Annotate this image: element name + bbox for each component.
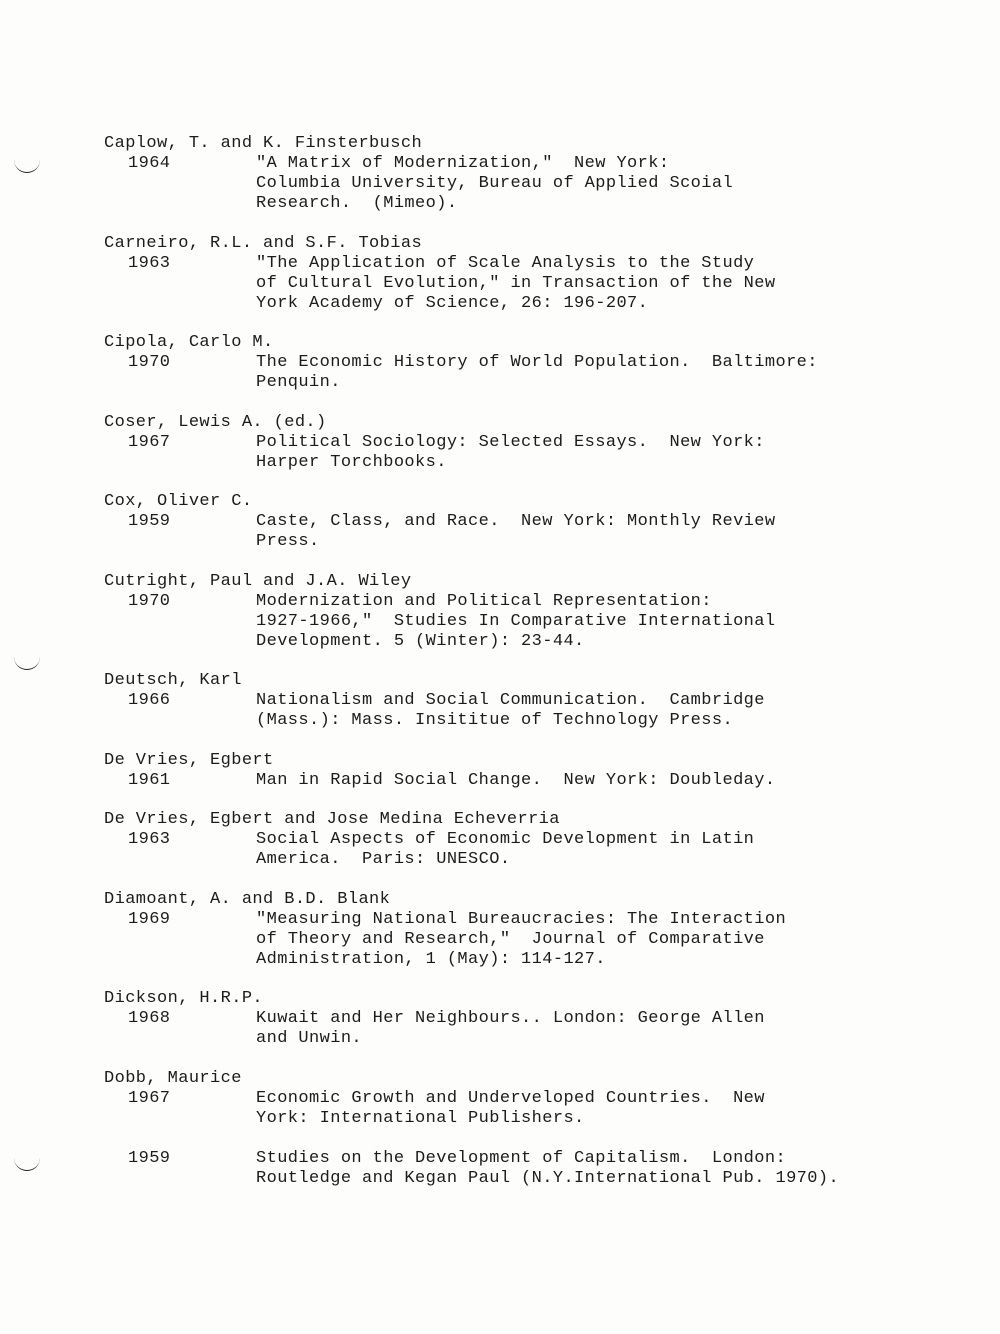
- citation-line: Caste, Class, and Race. New York: Monthly Review: [256, 512, 776, 531]
- citation-line: Press.: [256, 532, 320, 551]
- bibliography-entry: [104, 810, 964, 870]
- entry-citation: [256, 433, 964, 473]
- citation-line: (Mass.): Mass. Insititue of Technology Press.: [256, 711, 734, 730]
- punch-hole-mark: [14, 655, 40, 670]
- entry-author: Cox, Oliver C.: [104, 492, 253, 511]
- bibliography-entry: [104, 333, 964, 393]
- entry-year: 1969: [128, 909, 171, 929]
- citation-line: "The Application of Scale Analysis to the Study: [256, 253, 755, 273]
- entry-citation: [256, 1089, 964, 1129]
- entry-year: 1970: [128, 353, 171, 372]
- citation-line: Studies on the Development of Capitalism. London:: [256, 1148, 787, 1168]
- entry-work: [104, 1149, 964, 1189]
- citation-line: Social Aspects of Economic Development in Latin: [256, 830, 755, 849]
- bibliography-entry: [104, 989, 964, 1049]
- entry-work: [104, 154, 964, 214]
- entry-author: Caplow, T. and K. Finsterbusch: [104, 134, 423, 153]
- entry-citation: [256, 1009, 964, 1049]
- entry-year: 1959: [128, 1148, 171, 1168]
- entry-work: [104, 512, 964, 552]
- entry-author: De Vries, Egbert: [104, 750, 274, 770]
- entry-year: 1964: [128, 154, 171, 173]
- entry-citation: [256, 353, 964, 393]
- entry-citation: [256, 771, 964, 791]
- citation-line: Development. 5 (Winter): 23-44.: [256, 631, 585, 651]
- entry-year: 1963: [128, 253, 171, 273]
- bibliography-entry: [104, 751, 964, 791]
- citation-line: Routledge and Kegan Paul (N.Y.International Pub. 1970).: [256, 1168, 840, 1188]
- citation-line: Man in Rapid Social Change. New York: Doubleday.: [256, 770, 776, 790]
- entry-work: [104, 910, 964, 970]
- citation-line: Kuwait and Her Neighbours.. London: George Allen: [256, 1009, 765, 1028]
- entry-author: Cutright, Paul and J.A. Wiley: [104, 571, 412, 591]
- entry-year: 1968: [128, 1009, 171, 1028]
- entry-work: [104, 353, 964, 393]
- entry-year: 1959: [128, 512, 171, 531]
- entry-author: Diamoant, A. and B.D. Blank: [104, 889, 391, 909]
- entry-author: Cipola, Carlo M.: [104, 333, 274, 352]
- entry-work: [104, 830, 964, 870]
- punch-hole-mark: [14, 158, 40, 173]
- bibliography-entry: [104, 234, 964, 314]
- citation-line: of Cultural Evolution," in Transaction of the New: [256, 273, 776, 293]
- entry-citation: [256, 154, 964, 214]
- entry-author: Dickson, H.R.P.: [104, 989, 264, 1008]
- entry-work: [104, 1009, 964, 1049]
- bibliography-list: [104, 134, 964, 1208]
- citation-line: Columbia University, Bureau of Applied Scoial: [256, 174, 734, 193]
- entry-year: 1970: [128, 591, 171, 611]
- citation-line: "Measuring National Bureaucracies: The Interaction: [256, 909, 787, 929]
- bibliography-entry: [104, 492, 964, 552]
- citation-line: of Theory and Research," Journal of Comparative: [256, 929, 765, 949]
- entry-author: Coser, Lewis A. (ed.): [104, 412, 327, 432]
- entry-citation: [256, 592, 964, 652]
- entry-citation: [256, 512, 964, 552]
- entry-citation: [256, 254, 964, 314]
- entry-work: [104, 1089, 964, 1129]
- bibliography-entry: [104, 1069, 964, 1189]
- citation-line: 1927-1966," Studies In Comparative International: [256, 611, 776, 631]
- bibliography-entry: [104, 890, 964, 970]
- entry-year: 1967: [128, 432, 171, 452]
- punch-hole-mark: [14, 1156, 40, 1171]
- entry-citation: [256, 1149, 964, 1189]
- entry-author: Dobb, Maurice: [104, 1068, 242, 1088]
- citation-line: Research. (Mimeo).: [256, 194, 458, 213]
- entry-citation: [256, 691, 964, 731]
- citation-line: "A Matrix of Modernization," New York:: [256, 154, 670, 173]
- entry-author: De Vries, Egbert and Jose Medina Echeverria: [104, 810, 560, 829]
- entry-work: [104, 592, 964, 652]
- entry-author: Deutsch, Karl: [104, 671, 242, 690]
- entry-year: 1967: [128, 1088, 171, 1108]
- entry-citation: [256, 830, 964, 870]
- citation-line: Economic Growth and Underveloped Countries. New: [256, 1088, 765, 1108]
- entry-citation: [256, 910, 964, 970]
- bibliography-entry: [104, 671, 964, 731]
- entry-year: 1963: [128, 830, 171, 849]
- entry-author: Carneiro, R.L. and S.F. Tobias: [104, 233, 423, 253]
- citation-line: Administration, 1 (May): 114-127.: [256, 949, 606, 969]
- citation-line: Harper Torchbooks.: [256, 452, 447, 472]
- citation-line: Modernization and Political Representation:: [256, 591, 712, 611]
- bibliography-entry: [104, 572, 964, 652]
- entry-year: 1961: [128, 770, 171, 790]
- entry-work: [104, 254, 964, 314]
- entry-work: [104, 771, 964, 791]
- bibliography-entry: [104, 134, 964, 214]
- citation-line: The Economic History of World Population. Baltimore:: [256, 353, 818, 372]
- bibliography-entry: [104, 413, 964, 473]
- entry-year: 1966: [128, 691, 171, 710]
- entry-work: [104, 691, 964, 731]
- citation-line: York: International Publishers.: [256, 1108, 585, 1128]
- citation-line: Political Sociology: Selected Essays. New York:: [256, 432, 765, 452]
- citation-line: Penquin.: [256, 373, 341, 392]
- entry-work: [104, 433, 964, 473]
- citation-line: York Academy of Science, 26: 196-207.: [256, 293, 649, 313]
- citation-line: and Unwin.: [256, 1029, 363, 1048]
- citation-line: Nationalism and Social Communication. Cambridge: [256, 691, 765, 710]
- citation-line: America. Paris: UNESCO.: [256, 850, 511, 869]
